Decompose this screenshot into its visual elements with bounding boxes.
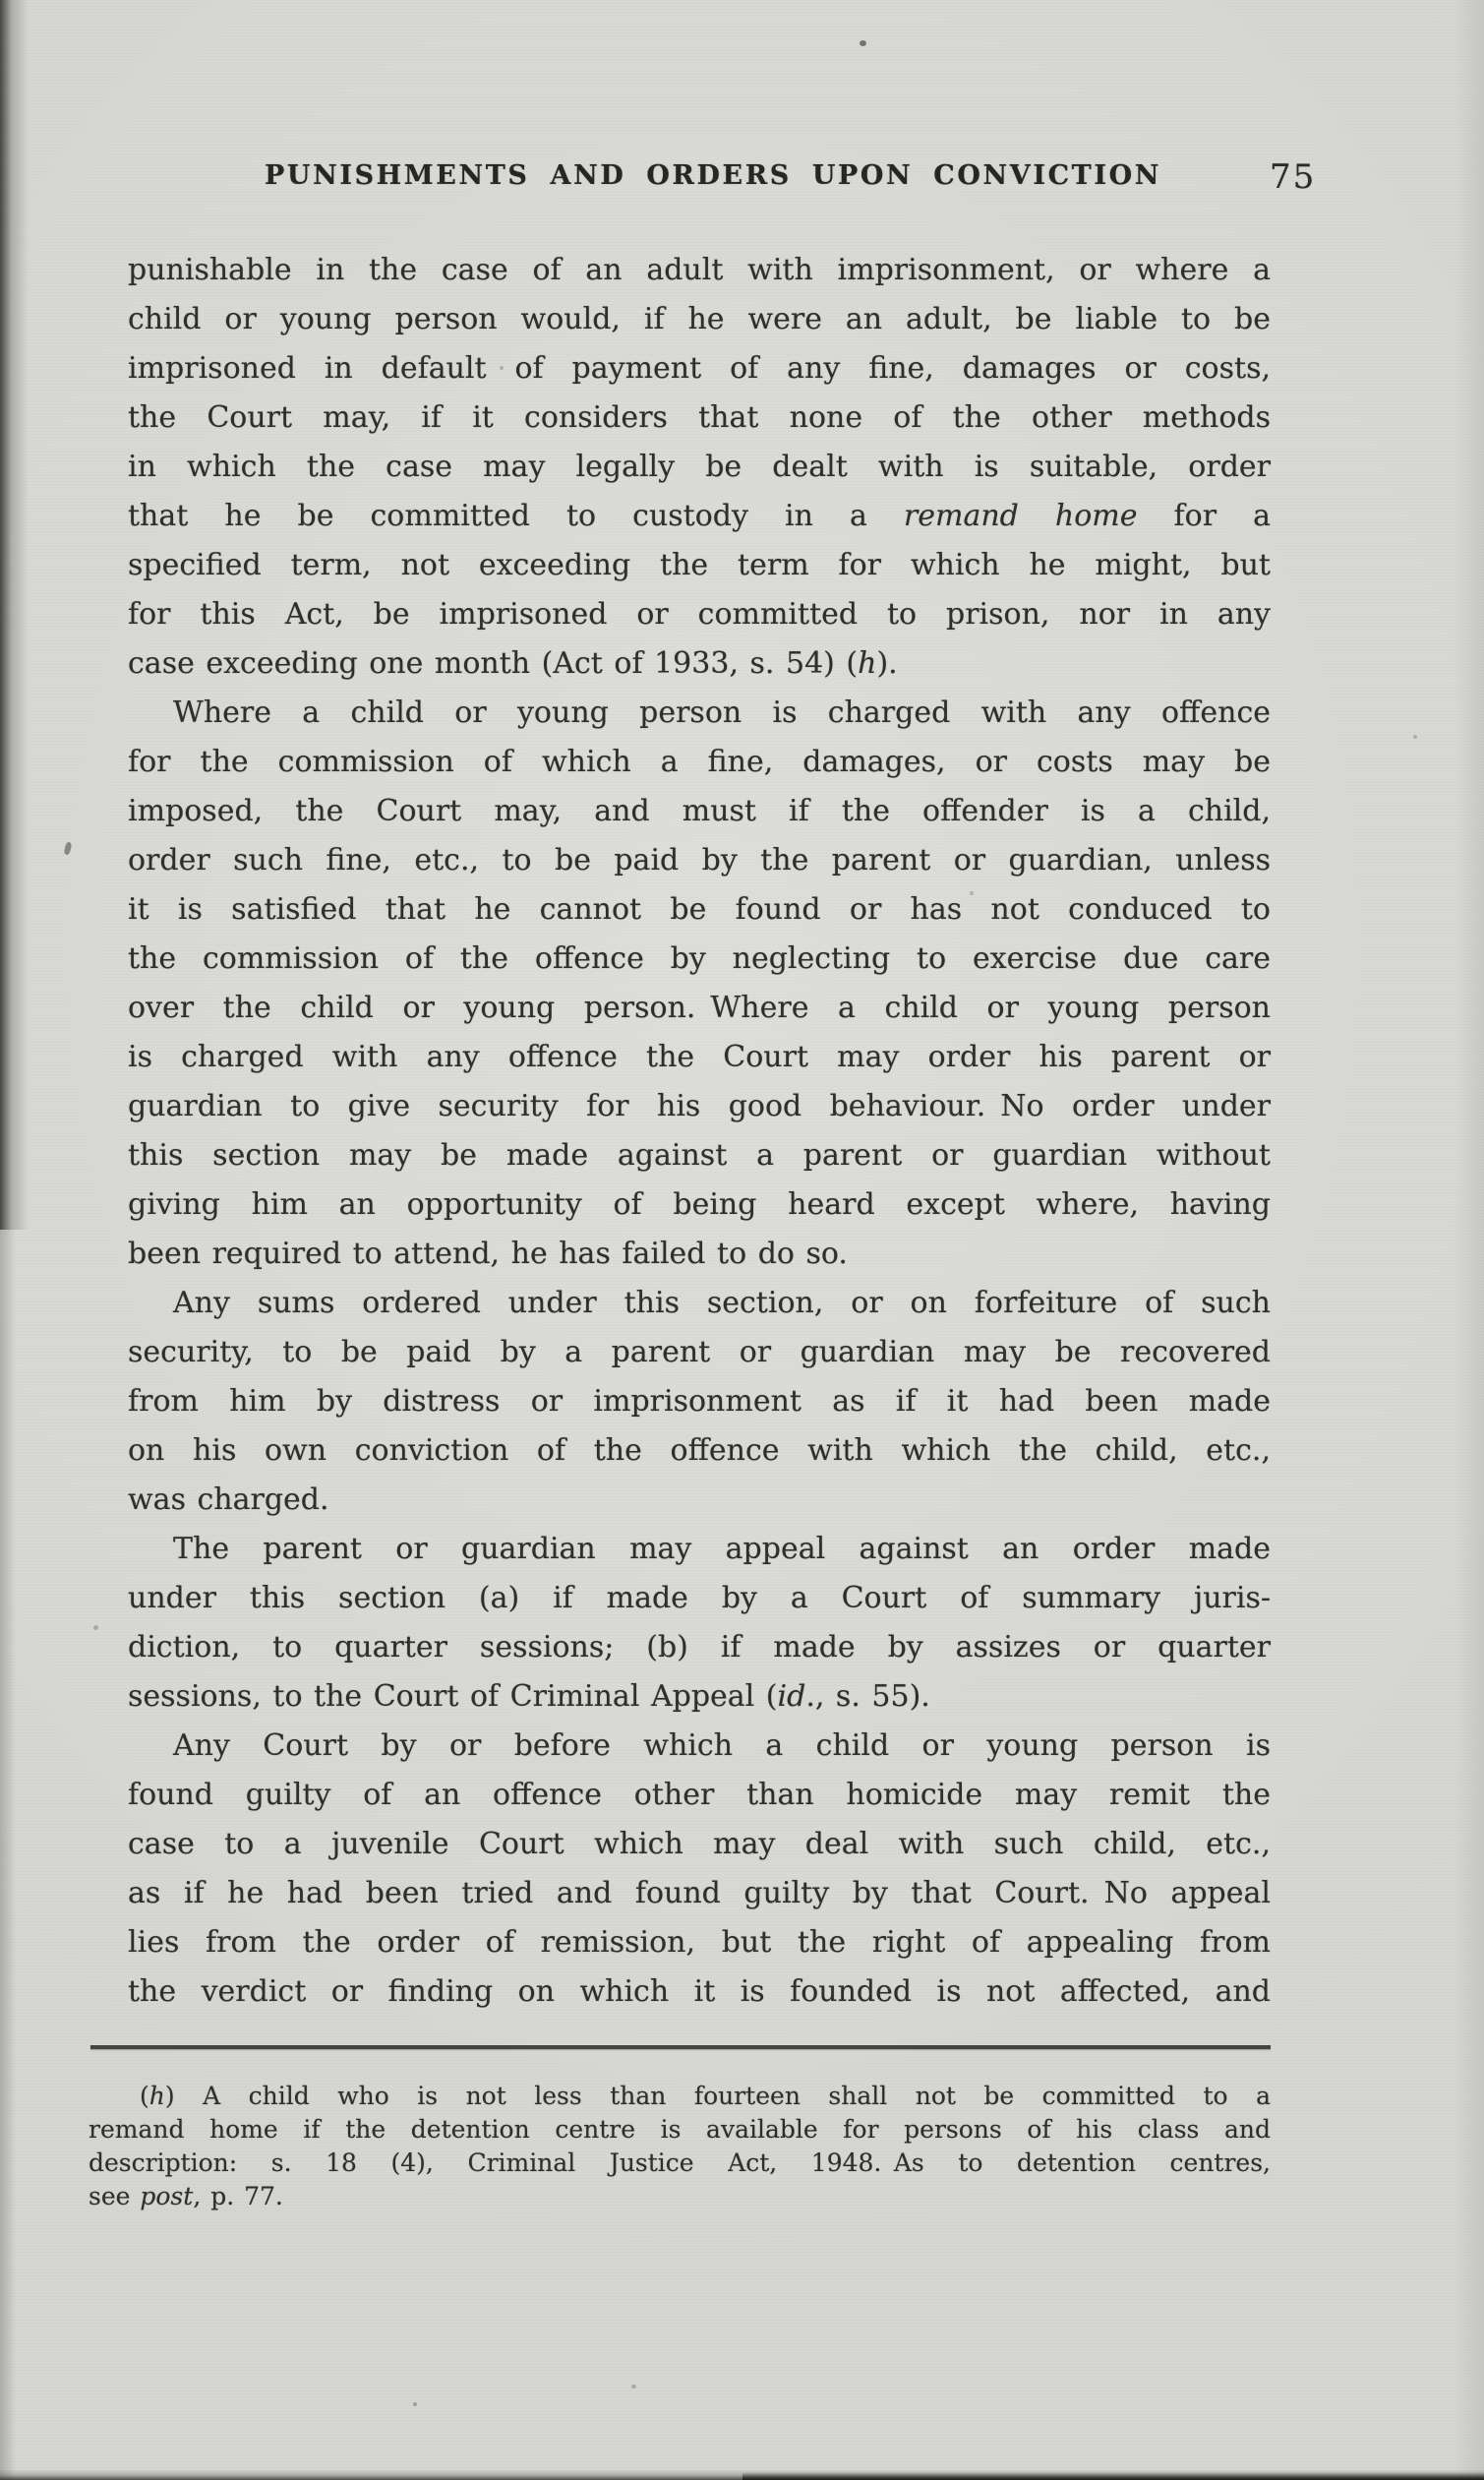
- footnote-line: [89, 2113, 1271, 2147]
- text-segment: imposed, the Court may, and must if the offender is a child,: [128, 794, 1271, 828]
- text-segment: giving him an opportunity of being heard except where, having: [128, 1187, 1271, 1222]
- paragraph: [128, 246, 1271, 689]
- paper-speck: [631, 2385, 636, 2389]
- paragraph: [128, 689, 1271, 1279]
- scan-edge-shadow-left: [0, 0, 30, 1230]
- text-segment: it is satisfied that he cannot be found or has not conduced to: [128, 892, 1271, 927]
- body-line: [128, 984, 1271, 1033]
- body-line: [128, 590, 1271, 639]
- text-segment: the verdict or finding on which it is founded is not affected, and: [128, 1974, 1271, 2009]
- body-line: [128, 1180, 1271, 1230]
- paper-speck: [93, 1625, 98, 1630]
- text-segment: ., s. 55).: [805, 1679, 930, 1714]
- body-line: [128, 1623, 1271, 1672]
- body-line: [128, 246, 1271, 295]
- text-segment: over the child or young person. Where a child or young person: [128, 991, 1271, 1025]
- body-line: [128, 885, 1271, 935]
- text-segment: imprisoned in default of payment of any fine, damages or costs,: [128, 351, 1271, 386]
- footnote-line: [89, 2080, 1271, 2113]
- body-line: [128, 1918, 1271, 1967]
- text-segment: specified term, not exceeding the term for which he might, but: [128, 548, 1271, 582]
- text-segment: is charged with any offence the Court may order his parent or: [128, 1040, 1271, 1074]
- paragraph: [128, 1279, 1271, 1525]
- body-line: [128, 935, 1271, 984]
- body-line: [128, 393, 1271, 443]
- text-segment: the Court may, if it considers that none of the other methods: [128, 400, 1271, 435]
- body-line: [128, 1033, 1271, 1082]
- body-line: [128, 1771, 1271, 1820]
- text-segment: that he be committed to custody in a: [128, 499, 904, 533]
- body-line: [128, 1230, 1271, 1279]
- body-line: [128, 1574, 1271, 1623]
- scan-edge-shadow-left-lower: [0, 1230, 18, 2480]
- footnote-line: [89, 2147, 1271, 2180]
- body-line: [128, 1967, 1271, 2017]
- text-segment: found guilty of an offence other than homicide may remit the: [128, 1778, 1271, 1812]
- body-line: [128, 639, 1271, 689]
- text-segment: for the commission of which a fine, damages, or costs may be: [128, 745, 1271, 779]
- body-line: [128, 1131, 1271, 1180]
- body-line: [128, 1525, 1271, 1574]
- body-line: [128, 836, 1271, 885]
- text-segment: order such fine, etc., to be paid by the parent or guardian, unless: [128, 843, 1271, 877]
- paper-speck: [64, 841, 73, 855]
- body-line: [128, 1672, 1271, 1722]
- text-segment: this section may be made against a parent or guardian without: [128, 1138, 1271, 1173]
- paragraph: [128, 1525, 1271, 1722]
- paper-speck: [860, 40, 866, 46]
- paper-speck: [500, 366, 504, 370]
- text-segment: see: [89, 2182, 141, 2210]
- text-segment: Any Court by or before which a child or young person is: [173, 1728, 1271, 1763]
- text-segment: sessions, to the Court of Criminal Appeal (: [128, 1679, 778, 1714]
- paragraph: [128, 1722, 1271, 2017]
- text-segment: lies from the order of remission, but the right of appealing from: [128, 1925, 1271, 1960]
- body-line: [128, 1476, 1271, 1525]
- italic-text-segment: h: [148, 2082, 165, 2110]
- text-segment: The parent or guardian may appeal against an order made: [173, 1532, 1271, 1566]
- body-line: [128, 689, 1271, 738]
- text-segment: was charged.: [128, 1482, 329, 1517]
- footnote-line: [89, 2180, 1271, 2213]
- body-line: [128, 1722, 1271, 1771]
- body-line: [128, 541, 1271, 590]
- text-segment: (: [140, 2082, 149, 2110]
- body-line: [128, 344, 1271, 393]
- paper-speck: [1413, 735, 1417, 739]
- scan-edge-shadow-bottom-right: [742, 2472, 1484, 2480]
- body-line: [128, 1279, 1271, 1328]
- body-line: [128, 1426, 1271, 1476]
- body-line: [128, 738, 1271, 787]
- text-segment: in which the case may legally be dealt with is suitable, order: [128, 450, 1271, 484]
- text-segment: remand home if the detention centre is available for persons of his class and: [89, 2115, 1271, 2144]
- scan-edge-shade-right: [1453, 0, 1484, 2480]
- text-segment: the commission of the offence by neglecting to exercise due care: [128, 941, 1271, 976]
- text-segment: case to a juvenile Court which may deal with such child, etc.,: [128, 1827, 1271, 1861]
- text-segment: on his own conviction of the offence with which the child, etc.,: [128, 1433, 1271, 1468]
- text-segment: for a: [1137, 499, 1271, 533]
- text-segment: ).: [876, 646, 898, 681]
- text-segment: punishable in the case of an adult with imprisonment, or where a: [128, 253, 1271, 287]
- text-segment: for this Act, be imprisoned or committed to prison, nor in any: [128, 597, 1271, 632]
- footnote-text: [89, 2080, 1271, 2213]
- text-segment: been required to attend, he has failed to do so.: [128, 1237, 848, 1271]
- text-segment: case exceeding one month (Act of 1933, s. 54) (: [128, 646, 859, 681]
- text-segment: , p. 77.: [193, 2182, 283, 2210]
- paper-speck: [970, 891, 974, 895]
- body-line: [128, 295, 1271, 344]
- italic-text-segment: h: [858, 646, 877, 681]
- body-line: [128, 787, 1271, 836]
- italic-text-segment: remand home: [903, 499, 1138, 533]
- body-text: [128, 246, 1271, 2017]
- text-segment: diction, to quarter sessions; (b) if made by assizes or quarter: [128, 1630, 1271, 1664]
- body-line: [128, 443, 1271, 492]
- text-segment: ) A child who is not less than fourteen shall not be committed to a: [164, 2082, 1271, 2110]
- body-line: [128, 1869, 1271, 1918]
- italic-text-segment: post: [140, 2182, 194, 2210]
- text-segment: security, to be paid by a parent or guardian may be recovered: [128, 1335, 1271, 1369]
- text-segment: guardian to give security for his good behaviour. No order under: [128, 1089, 1271, 1123]
- page-number: 75: [1270, 157, 1317, 197]
- body-line: [128, 492, 1271, 541]
- text-segment: as if he had been tried and found guilty by that Court. No appeal: [128, 1876, 1271, 1910]
- footnote-divider-rule: [90, 2045, 1271, 2049]
- italic-text-segment: id: [777, 1679, 806, 1714]
- paper-speck: [413, 2402, 417, 2406]
- text-segment: child or young person would, if he were an adult, be liable to be: [128, 302, 1271, 336]
- running-header-title: PUNISHMENTS AND ORDERS UPON CONVICTION: [265, 160, 1161, 191]
- text-segment: under this section (a) if made by a Court of summary juris-: [128, 1581, 1271, 1615]
- text-segment: Where a child or young person is charged with any offence: [173, 696, 1271, 730]
- body-line: [128, 1820, 1271, 1869]
- body-line: [128, 1377, 1271, 1426]
- text-segment: Any sums ordered under this section, or on forfeiture of such: [173, 1286, 1271, 1320]
- text-segment: from him by distress or imprisonment as if it had been made: [128, 1384, 1271, 1419]
- body-line: [128, 1328, 1271, 1377]
- body-line: [128, 1082, 1271, 1131]
- text-segment: description: s. 18 (4), Criminal Justice Act, 1948. As to detention centres,: [89, 2148, 1271, 2177]
